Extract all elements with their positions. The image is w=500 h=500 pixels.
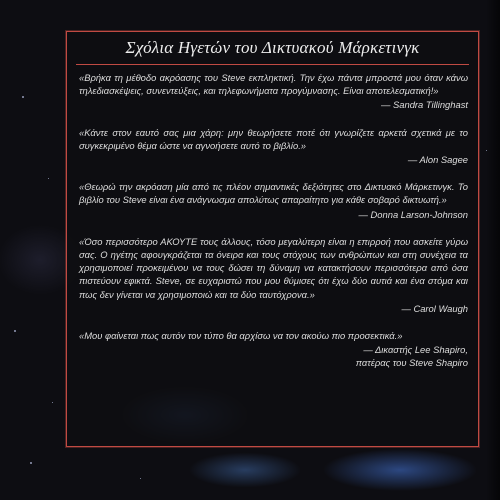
star-decoration <box>30 462 32 464</box>
testimonial-author: — Carol Waugh <box>401 302 468 314</box>
testimonial-author: — Sandra Tillinghast <box>381 99 468 111</box>
testimonials-panel <box>66 31 479 447</box>
testimonial <box>79 71 468 112</box>
testimonial <box>79 235 468 315</box>
author-relation: πατέρας του Steve Shapiro <box>355 357 468 369</box>
author-name: — Δικαστής Lee Shapiro, <box>363 344 468 356</box>
cover-edge-shadow <box>486 0 500 500</box>
star-decoration <box>48 178 49 179</box>
testimonial <box>79 126 468 167</box>
testimonial-author: — Alon Sagee <box>407 154 468 166</box>
testimonial-author <box>79 343 468 369</box>
testimonials-list <box>79 71 468 384</box>
testimonial-text: «Κάντε στον εαυτό σας μια χάρη: μην θεωρήσετε ποτέ ότι γνωρίζετε αρκετά σχετικά με το συγκεκριμένο θέμα ώστε να αγνοήσετε αυτό το βιβλίο.» <box>79 126 468 151</box>
testimonial-text: «Θεωρώ την ακρόαση μία από τις πλέον σημαντικές δεξιότητες στο Δικτυακό Μάρκετινγκ. Το βιβλίο του Steve είναι ένα ανάγνωσμα απολύτως απαραίτητο για κάθε σοβαρό δικτυωτή.» <box>79 181 468 206</box>
title-divider <box>76 64 469 65</box>
star-decoration <box>140 478 141 479</box>
testimonial-text: «Όσο περισσότερο ΑΚΟΥΤΕ τους άλλους, τόσο μεγαλύτερη είναι η επιρροή που ασκείτε γύρω σας. Ο ηγέτης αφουγκράζεται τα όνειρα και τους στόχους των ανθρώπων και στη συνέχεια τα χρησιμοποιεί προκειμένου να τους δώσει τη δύναμη να κατακτήσουν περισσότερα από όσα πιστεύουν εφικτά. Steve, σε ευχαριστώ που μου θύμισες ότι έχω δύο αυτιά και ένα στόμα και πως δεν γίνεται να χρησιμοποιώ και τα δύο ταυτόχρονα.» <box>79 235 468 300</box>
testimonial-text: «Μου φαίνεται πως αυτόν τον τύπο θα αρχίσω να τον ακούω πιο προσεκτικά.» <box>79 330 403 342</box>
testimonial <box>79 180 468 221</box>
star-decoration <box>14 330 16 332</box>
panel-title: Σχόλια Ηγετών του Δικτυακού Μάρκετινγκ <box>125 38 420 57</box>
testimonial <box>79 329 468 370</box>
star-decoration <box>22 96 24 98</box>
testimonial-text: «Βρήκα τη μέθοδο ακρόασης του Steve εκπληκτική. Την έχω πάντα μπροστά μου όταν κάνω τηλεδιασκέψεις, συνεντεύξεις, και τηλεφωνήματα προγύμνασης. Είναι αποτελεσματική!» <box>79 72 468 97</box>
testimonial-author: — Donna Larson-Johnson <box>358 208 468 220</box>
star-decoration <box>52 402 53 403</box>
